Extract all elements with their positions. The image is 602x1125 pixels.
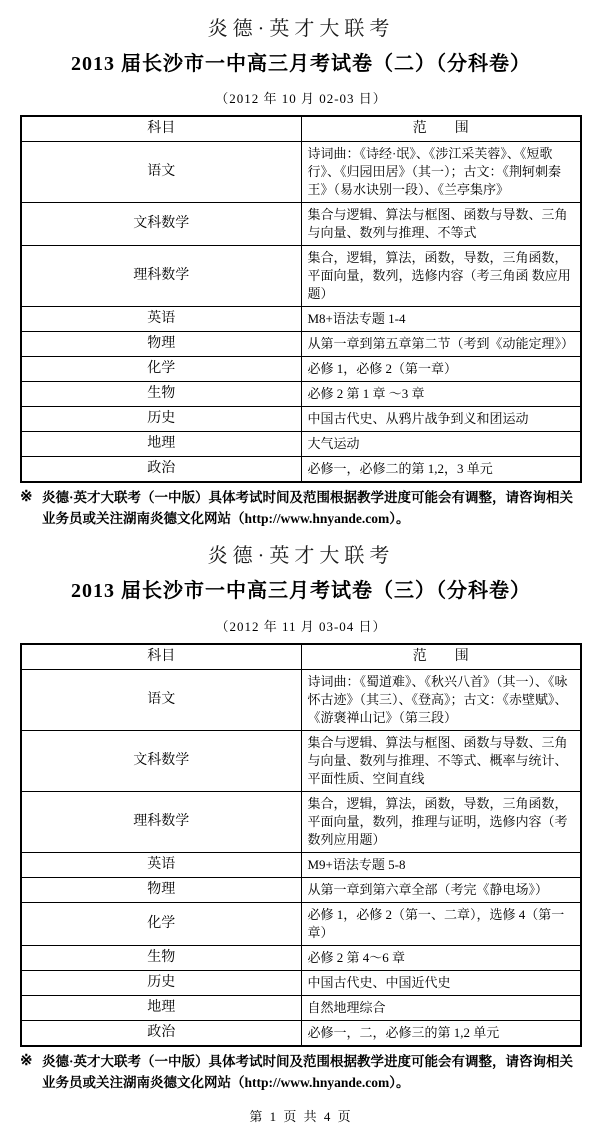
scope-cell: 中国古代史、从鸦片战争到义和团运动 xyxy=(301,407,581,432)
table-row xyxy=(21,332,581,357)
table-row xyxy=(21,432,581,457)
scope-cell: 从第一章到第五章第二节（考到《动能定理》） xyxy=(301,332,581,357)
table-row xyxy=(21,852,581,877)
table-row xyxy=(21,203,581,246)
exam-section-3 xyxy=(20,539,582,1092)
table-row xyxy=(21,382,581,407)
scope-cell: 必修一，必修二的第 1,2，3 单元 xyxy=(301,457,581,483)
reference-mark-icon: ※ xyxy=(20,489,33,506)
scope-cell: 必修一，二，必修三的第 1,2 单元 xyxy=(301,1020,581,1046)
adjustment-note xyxy=(20,1051,582,1093)
subject-cell: 政治 xyxy=(21,1020,301,1046)
scope-cell: 集合与逻辑、算法与框图、函数与导数、三角与向量、数列与推理、不等式 xyxy=(301,203,581,246)
table-row xyxy=(21,970,581,995)
table-row xyxy=(21,407,581,432)
table-row xyxy=(21,307,581,332)
note-text: 炎德·英才大联考（一中版）具体考试时间及范围根据教学进度可能会有调整，请咨询相关业务员或关注湖南炎德文化网站（http://www.hnyande.com）。 xyxy=(42,490,574,527)
scope-header-cell: 范 围 xyxy=(301,116,581,142)
scope-cell: 从第一章到第六章全部（考完《静电场》） xyxy=(301,877,581,902)
table-row xyxy=(21,142,581,203)
subject-cell: 化学 xyxy=(21,357,301,382)
reference-mark-icon: ※ xyxy=(20,1052,33,1069)
scope-table xyxy=(20,643,582,1047)
subject-cell: 政治 xyxy=(21,457,301,483)
exam-section-2 xyxy=(20,12,582,529)
table-row xyxy=(21,457,581,483)
scope-cell: M8+语法专题 1-4 xyxy=(301,307,581,332)
scope-cell: 诗词曲：《诗经·氓》、《涉江采芙蓉》、《短歌行》、《归园田居》（其一）；古文：《荆轲刺秦王》（易水诀别一段）、《兰亭集序》 xyxy=(301,142,581,203)
table-row xyxy=(21,995,581,1020)
table-row xyxy=(21,1020,581,1046)
subject-cell: 化学 xyxy=(21,902,301,945)
table-row xyxy=(21,902,581,945)
subject-cell: 理科数学 xyxy=(21,791,301,852)
subject-cell: 物理 xyxy=(21,877,301,902)
table-row xyxy=(21,730,581,791)
brand-title: 炎德·英才大联考 xyxy=(207,18,395,40)
subject-cell: 生物 xyxy=(21,945,301,970)
subject-header-cell: 科目 xyxy=(21,644,301,670)
scope-cell: 集合与逻辑、算法与框图、函数与导数、三角与向量、数列与推理、不等式、概率与统计、平面性质、空间直线 xyxy=(301,730,581,791)
subject-cell: 生物 xyxy=(21,382,301,407)
scope-header-cell: 范 围 xyxy=(301,644,581,670)
table-row xyxy=(21,945,581,970)
scope-cell: 必修 1，必修 2（第一章） xyxy=(301,357,581,382)
subject-cell: 历史 xyxy=(21,970,301,995)
table-header-row xyxy=(21,644,581,670)
table-row xyxy=(21,357,581,382)
subject-cell: 文科数学 xyxy=(21,730,301,791)
exam-date: （2012 年 10 月 02-03 日） xyxy=(215,91,387,107)
subject-cell: 地理 xyxy=(21,995,301,1020)
scope-cell: 集合，逻辑，算法，函数，导数，三角函数，平面向量，数列，推理与证明，选修内容（考数列应用题） xyxy=(301,791,581,852)
table-row xyxy=(21,791,581,852)
table-header-row xyxy=(21,116,581,142)
scope-cell: 自然地理综合 xyxy=(301,995,581,1020)
subject-cell: 历史 xyxy=(21,407,301,432)
subject-cell: 语文 xyxy=(21,669,301,730)
scope-cell: 必修 2 第 1 章 ～3 章 xyxy=(301,382,581,407)
scope-cell: 大气运动 xyxy=(301,432,581,457)
brand-title: 炎德·英才大联考 xyxy=(207,545,395,568)
table-row xyxy=(21,669,581,730)
scope-cell: 集合，逻辑，算法，函数，导数，三角函数，平面向量，数列，选修内容（考三角函 数应用题） xyxy=(301,246,581,307)
exam-title: 2013 届长沙市一中高三月考试卷（二）（分科卷） xyxy=(71,53,531,75)
subject-cell: 英语 xyxy=(21,307,301,332)
page-number: 第 1 页 共 4 页 xyxy=(249,1108,353,1124)
subject-cell: 语文 xyxy=(21,142,301,203)
table-row xyxy=(21,877,581,902)
table-row xyxy=(21,246,581,307)
note-text: 炎德·英才大联考（一中版）具体考试时间及范围根据教学进度可能会有调整，请咨询相关业务员或关注湖南炎德文化网站（http://www.hnyande.com）。 xyxy=(42,1053,574,1090)
subject-header-cell: 科目 xyxy=(21,116,301,142)
scope-table xyxy=(20,115,582,483)
exam-title: 2013 届长沙市一中高三月考试卷（三）（分科卷） xyxy=(71,580,531,603)
subject-cell: 英语 xyxy=(21,852,301,877)
subject-cell: 理科数学 xyxy=(21,246,301,307)
adjustment-note xyxy=(20,487,582,529)
scope-cell: 中国古代史、中国近代史 xyxy=(301,970,581,995)
scope-cell: 必修 1，必修 2（第一、二章），选修 4（第一章） xyxy=(301,902,581,945)
scope-cell: 必修 2 第 4～6 章 xyxy=(301,945,581,970)
scope-cell: M9+语法专题 5-8 xyxy=(301,852,581,877)
subject-cell: 地理 xyxy=(21,432,301,457)
subject-cell: 文科数学 xyxy=(21,203,301,246)
exam-date: （2012 年 11 月 03-04 日） xyxy=(215,618,387,634)
subject-cell: 物理 xyxy=(21,332,301,357)
scope-cell: 诗词曲：《蜀道难》、《秋兴八首》（其一）、《咏怀古迹》（其三）、《登高》；古文：《赤壁赋》、《游褒禅山记》（第三段） xyxy=(301,669,581,730)
